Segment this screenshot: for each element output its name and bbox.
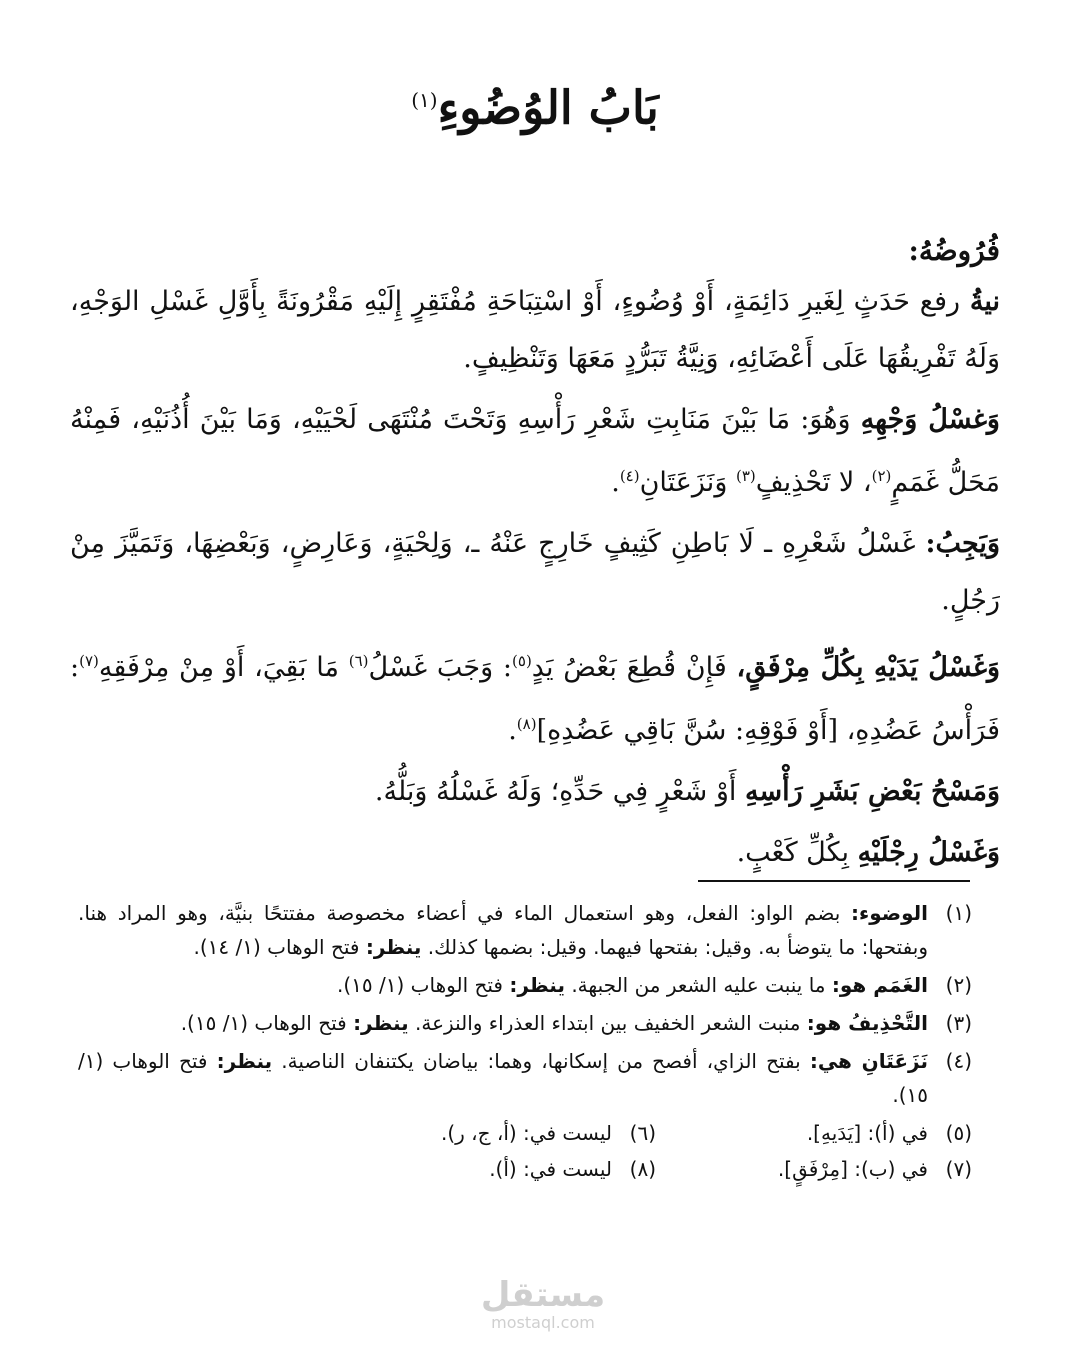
footnote-number: (٦) xyxy=(629,1121,656,1145)
footnote-ref: فتح الوهاب (١/ ١٥). xyxy=(180,1011,354,1035)
footnote-body: ما ينبت عليه الشعر من الجبهة. xyxy=(564,973,832,997)
footnote-text xyxy=(78,1006,928,1040)
footnote-item xyxy=(78,968,972,1002)
paragraph-text: : فَرَأْسُ عَضُدِهِ، [أَوْ فَوْقِهِ: سُنَّ بَاقِي عَضُدِهِ] xyxy=(70,652,1000,747)
footnote-text: ليست في: (أ، ج، ر). xyxy=(440,1121,612,1145)
footnote-item xyxy=(78,1006,972,1040)
book-page xyxy=(70,70,1000,885)
footnote-text: في (ب): [مِرْفَقٍ]. xyxy=(777,1157,928,1181)
footnote-term: التَّحْذِيفُ هو: xyxy=(806,1011,928,1035)
footnote-text xyxy=(78,896,928,964)
watermark-arabic: مستقل xyxy=(480,1275,606,1315)
paragraph-feet xyxy=(70,824,1000,881)
footnote-text: ليست في: (أ). xyxy=(489,1157,612,1181)
paragraph-lead: وَغَسْلُ رِجْلَيْهِ xyxy=(857,837,1000,869)
footnote-ref: فتح الوهاب (١/ ١٥). xyxy=(337,973,510,997)
footnote-term: الوضوء: xyxy=(851,901,928,925)
watermark-latin: mostaql.com xyxy=(491,1313,595,1332)
footnote-marker[interactable]: (٥) xyxy=(512,652,532,671)
footnote-item xyxy=(656,1116,972,1150)
footnote-item xyxy=(441,1116,656,1150)
footnote-number: (٧) xyxy=(945,1157,972,1181)
footnotes-section xyxy=(78,896,972,1188)
footnote-marker[interactable]: (٢) xyxy=(871,467,892,486)
footnote-body: بضم الواو: الفعل، وهو استعمال الماء في أعضاء مخصوصة مفتتحًا بنيَّة، وهو المراد هنا. وبفتحها: ما يتوضأ به. وقيل: بفتحها فيهما. وقيل: بضمها كذلك. xyxy=(78,901,928,959)
footnote-pair-row xyxy=(78,1152,972,1186)
footnote-body: منبت الشعر الخفيف بين ابتداء العذراء والنزعة. xyxy=(408,1011,807,1035)
paragraph-obligation xyxy=(70,515,1000,629)
paragraph-lead: وَمَسْحُ بَعْضِ بَشَرِ رَأْسِهِ xyxy=(745,776,1000,808)
watermark xyxy=(478,1276,608,1332)
paragraph-hands xyxy=(70,633,1000,759)
paragraph-face xyxy=(70,391,1000,511)
chapter-title-text: بَابُ الوُضُوءِ xyxy=(437,80,659,135)
footnote-marker[interactable]: (٦) xyxy=(348,652,369,671)
footnote-item xyxy=(656,1152,972,1186)
paragraph-text: فَإِنْ قُطِعَ بَعْضُ يَدٍ xyxy=(531,652,737,684)
footnote-ref: فتح الوهاب (١/ ١٤). xyxy=(193,935,366,959)
paragraph-head xyxy=(70,763,1000,820)
footnote-text xyxy=(78,968,928,1002)
footnote-item xyxy=(78,896,972,964)
chapter-title xyxy=(70,70,1000,137)
footnote-item xyxy=(489,1152,656,1186)
footnote-term: الغَمَم هو: xyxy=(831,973,928,997)
paragraph-text: . xyxy=(611,467,620,499)
footnote-number: (٨) xyxy=(629,1157,656,1181)
footnote-pair-row xyxy=(78,1116,972,1150)
footnote-number: (١) xyxy=(945,901,972,925)
footnote-ref-label: ينظر: xyxy=(353,1011,409,1035)
footnote-number: (٥) xyxy=(945,1121,972,1145)
section-heading: فُرُوضُهُ: xyxy=(908,234,1000,268)
paragraph-text: وَهُوَ: مَا بَيْنَ مَنَابِتِ شَعْرِ رَأْسِهِ وَتَحْتَ مُنْتَهَى لَحْيَيْهِ، وَمَا بَيْنَ أُذُنَيْهِ، فَمِنْهُ مَحَلُّ غَمَمٍ xyxy=(70,404,1000,499)
footnote-number: (٣) xyxy=(945,1011,972,1035)
paragraph-text: ، لا تَحْذِيفٍ xyxy=(755,467,872,499)
chapter-title-footnote-marker: (١) xyxy=(411,88,438,112)
footnote-ref-label: ينظر: xyxy=(509,973,565,997)
paragraph-text: : وَجَبَ غَسْلُ xyxy=(368,652,513,684)
footnote-separator xyxy=(698,880,970,882)
paragraph-text: بِكُلِّ كَعْبٍ. xyxy=(736,837,850,869)
footnote-text: في (أ): [يَدَيهِ]. xyxy=(806,1121,928,1145)
footnote-body: بفتح الزاي، أفصح من إسكانها، وهما: بياضان يكتنفان الناصية. xyxy=(272,1049,810,1073)
footnote-number: (٢) xyxy=(945,973,972,997)
footnote-marker[interactable]: (٣) xyxy=(735,467,756,486)
footnote-ref-label: ينظر: xyxy=(216,1049,273,1073)
footnote-marker[interactable]: (٧) xyxy=(79,652,99,671)
footnote-ref-label: ينظر: xyxy=(365,935,422,959)
paragraph-lead: وَغَسْلُ يَدَيْهِ بِكُلِّ مِرْفَقٍ، xyxy=(736,652,1000,684)
footnote-text xyxy=(78,1044,928,1112)
paragraph-text: وَنَزَعَتَانِ xyxy=(639,467,736,499)
footnote-item xyxy=(78,1044,972,1112)
footnote-marker[interactable]: (٤) xyxy=(619,467,640,486)
paragraph-text: أَوْ شَعْرٍ فِي حَدِّهِ؛ وَلَهُ غَسْلُهُ وَبَلُّهُ. xyxy=(374,776,737,808)
paragraph-text: غَسْلُ شَعْرِهِ ـ لَا بَاطِنِ كَثِيفٍ خَارِجٍ عَنْهُ ـ، وَلِحْيَةٍ، وَعَارِضٍ، وَبَعْضِهَا، وَتَمَيَّزَ مِنْ رَجُلٍ. xyxy=(70,528,1000,617)
footnote-number: (٤) xyxy=(945,1049,972,1073)
paragraph-text: . xyxy=(508,715,517,747)
paragraph-lead: وَيَجِبُ: xyxy=(925,528,1000,560)
paragraph-intention xyxy=(70,273,1000,387)
footnote-ref: فتح الوهاب (١/ ١٥). xyxy=(78,1049,928,1107)
paragraph-text: مَا بَقِيَ، أَوْ مِنْ مِرْفَقِهِ xyxy=(98,652,349,684)
paragraph-text: رفع حَدَثٍ لِغَيرِ دَائِمَةٍ، أَوْ وُضُوءٍ، أَوْ اسْتِبَاحَةِ مُفْتَقِرٍ إِلَيْهِ مَقْرُونَةً بِأَوَّلِ غَسْلِ الوَجْهِ، وَلَهُ تَفْرِيقُهَا عَلَى أَعْضَائِهِ، وَنِيَّةُ تَبَرُّدٍ مَعَهَا وَتَنْظِيفٍ. xyxy=(70,286,1000,375)
footnote-term: نَزَعَتَانِ هي: xyxy=(809,1049,928,1073)
paragraph-lead: وَغسْلُ وَجْهِهِ xyxy=(860,404,1000,436)
paragraph-lead: نيةُ xyxy=(969,286,1000,318)
footnote-marker[interactable]: (٨) xyxy=(516,715,537,734)
